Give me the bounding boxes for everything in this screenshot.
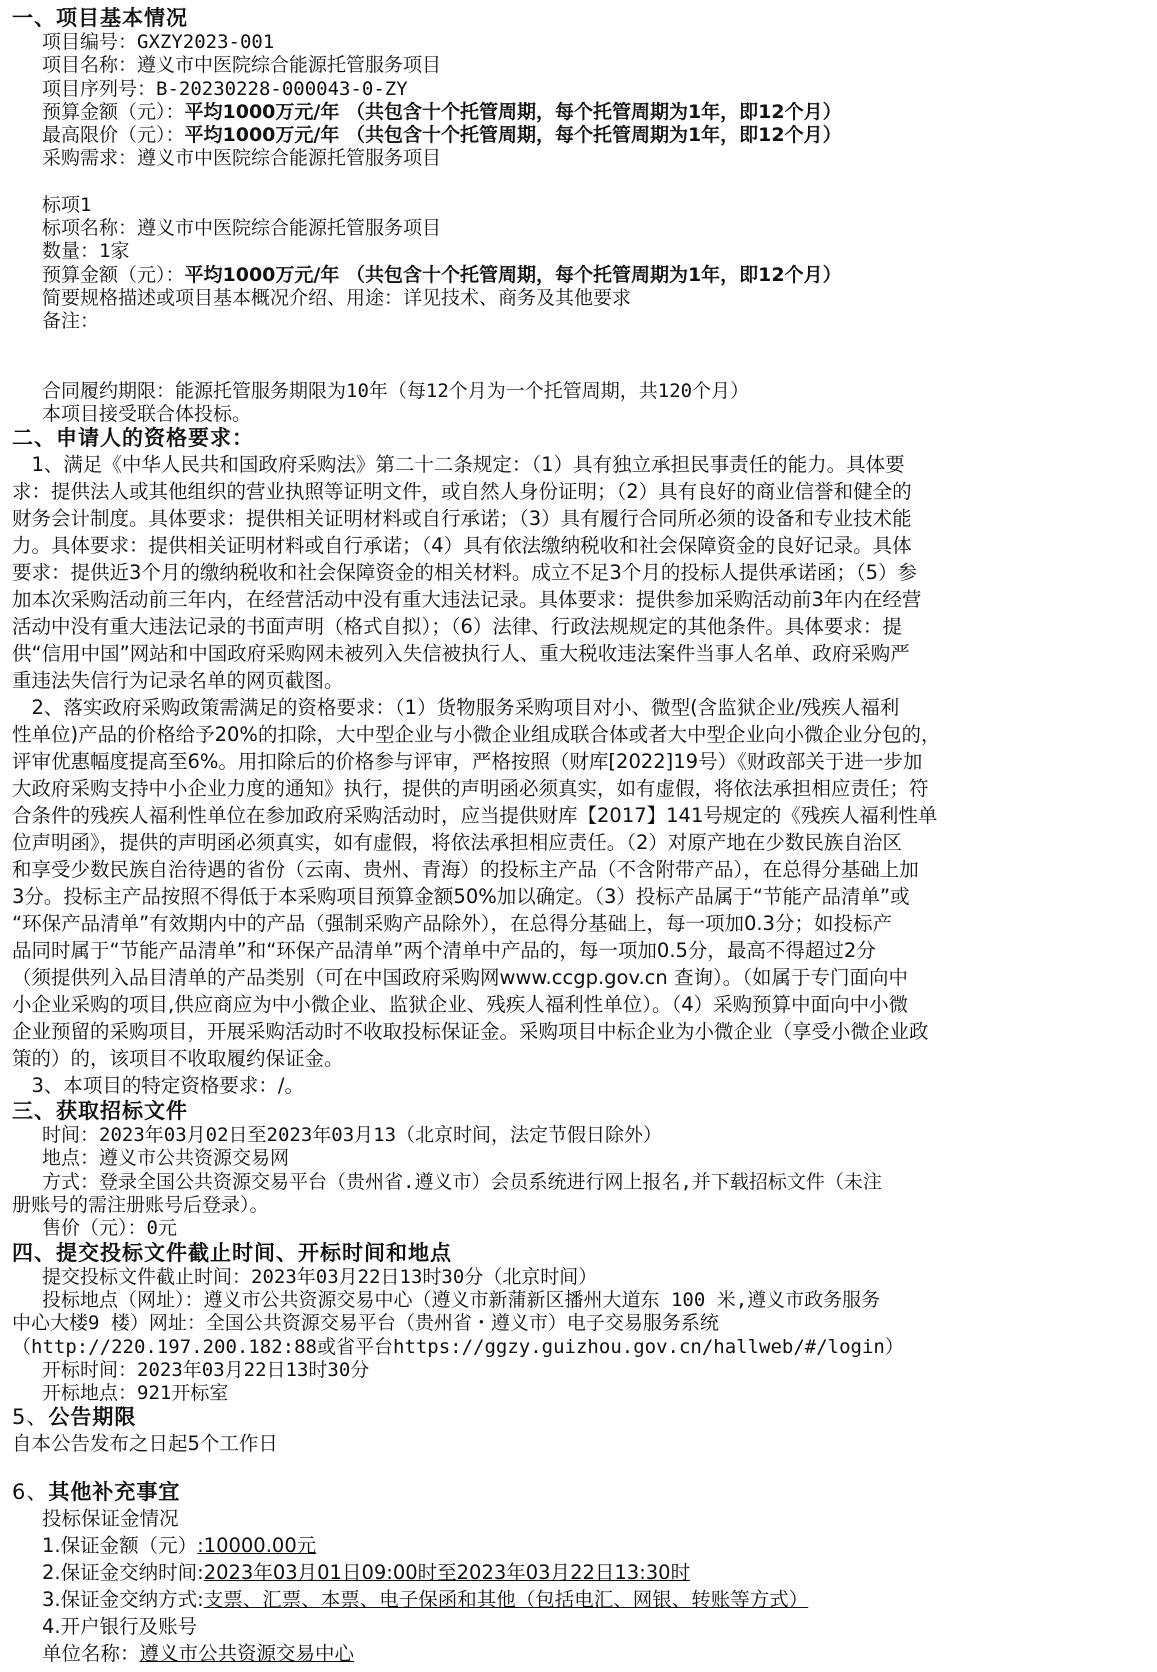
- paragraph-line: 力。具体要求：提供相关证明材料或自行承诺；（4）具有依法缴纳税收和社会保障资金的良好记录。具体: [12, 534, 912, 558]
- submission-url: （http://220.197.200.182:88或省平台https://ggzy.guizhou.gov.cn/hallweb/#/login）: [12, 1335, 904, 1358]
- paragraph-line: 评审优惠幅度提高至6%。用扣除后的价格参与评审，严格按照（财库[2022]19号）《财政部关于进一步加: [12, 750, 923, 774]
- qualification-paragraph-2: [12, 694, 1147, 1072]
- section-6-heading: 6、其他补充事宜: [12, 1480, 181, 1505]
- paragraph-line: 位声明函》，提供的声明函必须真实，如有虚假，将依法承担相应责任。（2）对原产地在少数民族自治区: [12, 831, 902, 855]
- lot-remark: 备注：: [42, 310, 100, 333]
- max-price: 最高限价（元）：平均1000万元/年 （共包含十个托管周期，每个托管周期为1年，即12个月）: [42, 124, 842, 147]
- consortium-note: 本项目接受联合体投标。: [42, 402, 252, 425]
- paragraph-line: 求：提供法人或其他组织的营业执照等证明文件，或自然人身份证明；（2）具有良好的商业信誉和健全的: [12, 480, 912, 504]
- paragraph-line: 小企业采购的项目,供应商应为中小微企业、监狱企业、残疾人福利性单位）。（4）采购预算中面向中小微: [12, 993, 909, 1017]
- project-serial: 项目序列号：B-20230228-000043-0-ZY: [42, 77, 408, 100]
- paragraph-line: 供“信用中国”网站和中国政府采购网未被列入失信被执行人、重大税收违法案件当事人名单、政府采购严: [12, 642, 910, 666]
- paragraph-line: 企业预留的采购项目，开展采购活动时不收取投标保证金。采购项目中标企业为小微企业（享受小微企业政: [12, 1020, 929, 1044]
- paragraph-line: 活动中没有重大违法记录的书面声明（格式自拟）；（6）法律、行政法规规定的其他条件。具体要求：提: [12, 615, 902, 639]
- lot-quantity: 数量：1家: [42, 240, 130, 263]
- document-time: 时间：2023年03月02日至2023年03月13（北京时间，法定节假日除外）: [42, 1124, 663, 1147]
- section-4-heading: 四、提交投标文件截止时间、开标时间和地点: [12, 1240, 452, 1265]
- unit-name: 单位名称：遵义市公共资源交易中心: [42, 1642, 355, 1666]
- document-location: 地点：遵义市公共资源交易网: [42, 1147, 290, 1170]
- deposit-amount: 1.保证金额（元）:10000.00元: [42, 1534, 317, 1558]
- paragraph-line: 策的）的，该项目不收取履约保证金。: [12, 1047, 344, 1071]
- paragraph-line: 大政府采购支持中小企业力度的通知》执行，提供的声明函必须真实，如有虚假，将依法承担相应责任；符: [12, 777, 929, 801]
- bank-account: 4.开户银行及账号: [42, 1615, 198, 1639]
- lot-budget: 预算金额（元）：平均1000万元/年 （共包含十个托管周期，每个托管周期为1年，即12个月）: [42, 263, 842, 286]
- lot-name: 标项名称：遵义市中医院综合能源托管服务项目: [42, 217, 442, 240]
- document-method: 方式：登录全国公共资源交易平台（贵州省.遵义市）会员系统进行网上报名,并下载招标文件（未注: [42, 1170, 882, 1193]
- paragraph-line: 加本次采购活动前三年内，在经营活动中没有重大违法记录。具体要求：提供参加采购活动前3年内在经营: [12, 588, 922, 612]
- paragraph-line: “环保产品清单”有效期内中的产品（强制采购产品除外），在总得分基础上，每一项加0.3分；如投标产: [12, 912, 892, 936]
- section-2-heading: 二、申请人的资格要求：: [12, 426, 254, 451]
- deposit-subheading: 投标保证金情况: [42, 1507, 179, 1531]
- budget-amount: 预算金额（元）：平均1000万元/年 （共包含十个托管周期，每个托管周期为1年，即12个月）: [42, 100, 842, 123]
- project-name: 项目名称：遵义市中医院综合能源托管服务项目: [42, 54, 442, 77]
- qualification-paragraph-3: 3、本项目的特定资格要求：/。: [12, 1074, 304, 1098]
- section-1-heading: 一、项目基本情况: [12, 6, 188, 30]
- opening-place: 开标地点：921开标室: [42, 1382, 229, 1405]
- submission-place-line-2: 中心大楼9 楼）网址：全国公共资源交易平台（贵州省・遵义市）电子交易服务系统: [12, 1312, 719, 1335]
- project-number: 项目编号：GXZY2023-001: [42, 31, 275, 53]
- contract-term: 合同履约期限：能源托管服务期限为10年（每12个月为一个托管周期，共120个月）: [42, 379, 750, 402]
- paragraph-line: 财务会计制度。具体要求：提供相关证明材料或自行承诺；（3）具有履行合同所必须的设备和专业技术能: [12, 507, 912, 531]
- document-price: 售价（元）：0元: [42, 1217, 177, 1240]
- document-method-cont: 册账号的需注册账号后登录）。: [12, 1194, 269, 1217]
- paragraph-line: 3分。投标主产品按照不得低于本采购项目预算金额50%加以确定。（3）投标产品属于“节能产品清单”或: [12, 885, 910, 909]
- submission-place: 投标地点（网址）：遵义市公共资源交易中心（遵义市新蒲新区播州大道东 100 米,遵义市政务服务: [42, 1288, 881, 1311]
- section-3-heading: 三、获取招标文件: [12, 1099, 188, 1124]
- paragraph-line: 要求：提供近3个月的缴纳税收和社会保障资金的相关材料。成立不足3个月的投标人提供承诺函；（5）参: [12, 561, 917, 585]
- section-5-heading: 5、公告期限: [12, 1405, 137, 1430]
- paragraph-line: 重违法失信行为记录名单的网页截图。: [12, 669, 344, 693]
- notice-period: 自本公告发布之日起5个工作日: [12, 1432, 278, 1456]
- paragraph-line: 性单位)产品的价格给予20%的扣除，大中型企业与小微企业组成联合体或者大中型企业向小微企业分包的，: [12, 723, 941, 747]
- paragraph-line: （须提供列入品目清单的产品类别（可在中国政府采购网www.ccgp.gov.cn 查询）。（如属于专门面向中: [12, 966, 908, 990]
- paragraph-line: 2、落实政府采购政策需满足的资格要求：（1）货物服务采购项目对小、微型(含监狱企业/残疾人福利: [12, 696, 900, 720]
- paragraph-line: 品同时属于“节能产品清单”和“环保产品清单”两个清单中产品的，每一项加0.5分，最高不得超过2分: [12, 939, 876, 963]
- deposit-method: 3.保证金交纳方式:支票、汇票、本票、电子保函和其他（包括电汇、网银、转账等方式）: [42, 1588, 809, 1612]
- opening-time: 开标时间：2023年03月22日13时30分: [42, 1358, 370, 1381]
- procurement-need: 采购需求：遵义市中医院综合能源托管服务项目: [42, 147, 442, 170]
- submission-deadline: 提交投标文件截止时间：2023年03月22日13时30分（北京时间）: [42, 1265, 598, 1288]
- paragraph-line: 和享受少数民族自治待遇的省份（云南、贵州、青海）的投标主产品（不含附带产品），在总得分基础上加: [12, 858, 919, 882]
- qualification-paragraph-1: [12, 451, 1147, 694]
- paragraph-line: 合条件的残疾人福利性单位在参加政府采购活动时，应当提供财库【2017】141号规定的《残疾人福利性单: [12, 804, 938, 828]
- lot-description: 简要规格描述或项目基本概况介绍、用途：详见技术、商务及其他要求: [42, 286, 632, 309]
- paragraph-line: 1、满足《中华人民共和国政府采购法》第二十二条规定：（1）具有独立承担民事责任的能力。具体要: [12, 453, 905, 477]
- announcement-document: [12, 6, 1147, 1667]
- lot-number: 标项1: [42, 193, 92, 216]
- deposit-time: 2.保证金交纳时间:2023年03月01日09:00时至2023年03月22日13:30时: [42, 1561, 691, 1585]
